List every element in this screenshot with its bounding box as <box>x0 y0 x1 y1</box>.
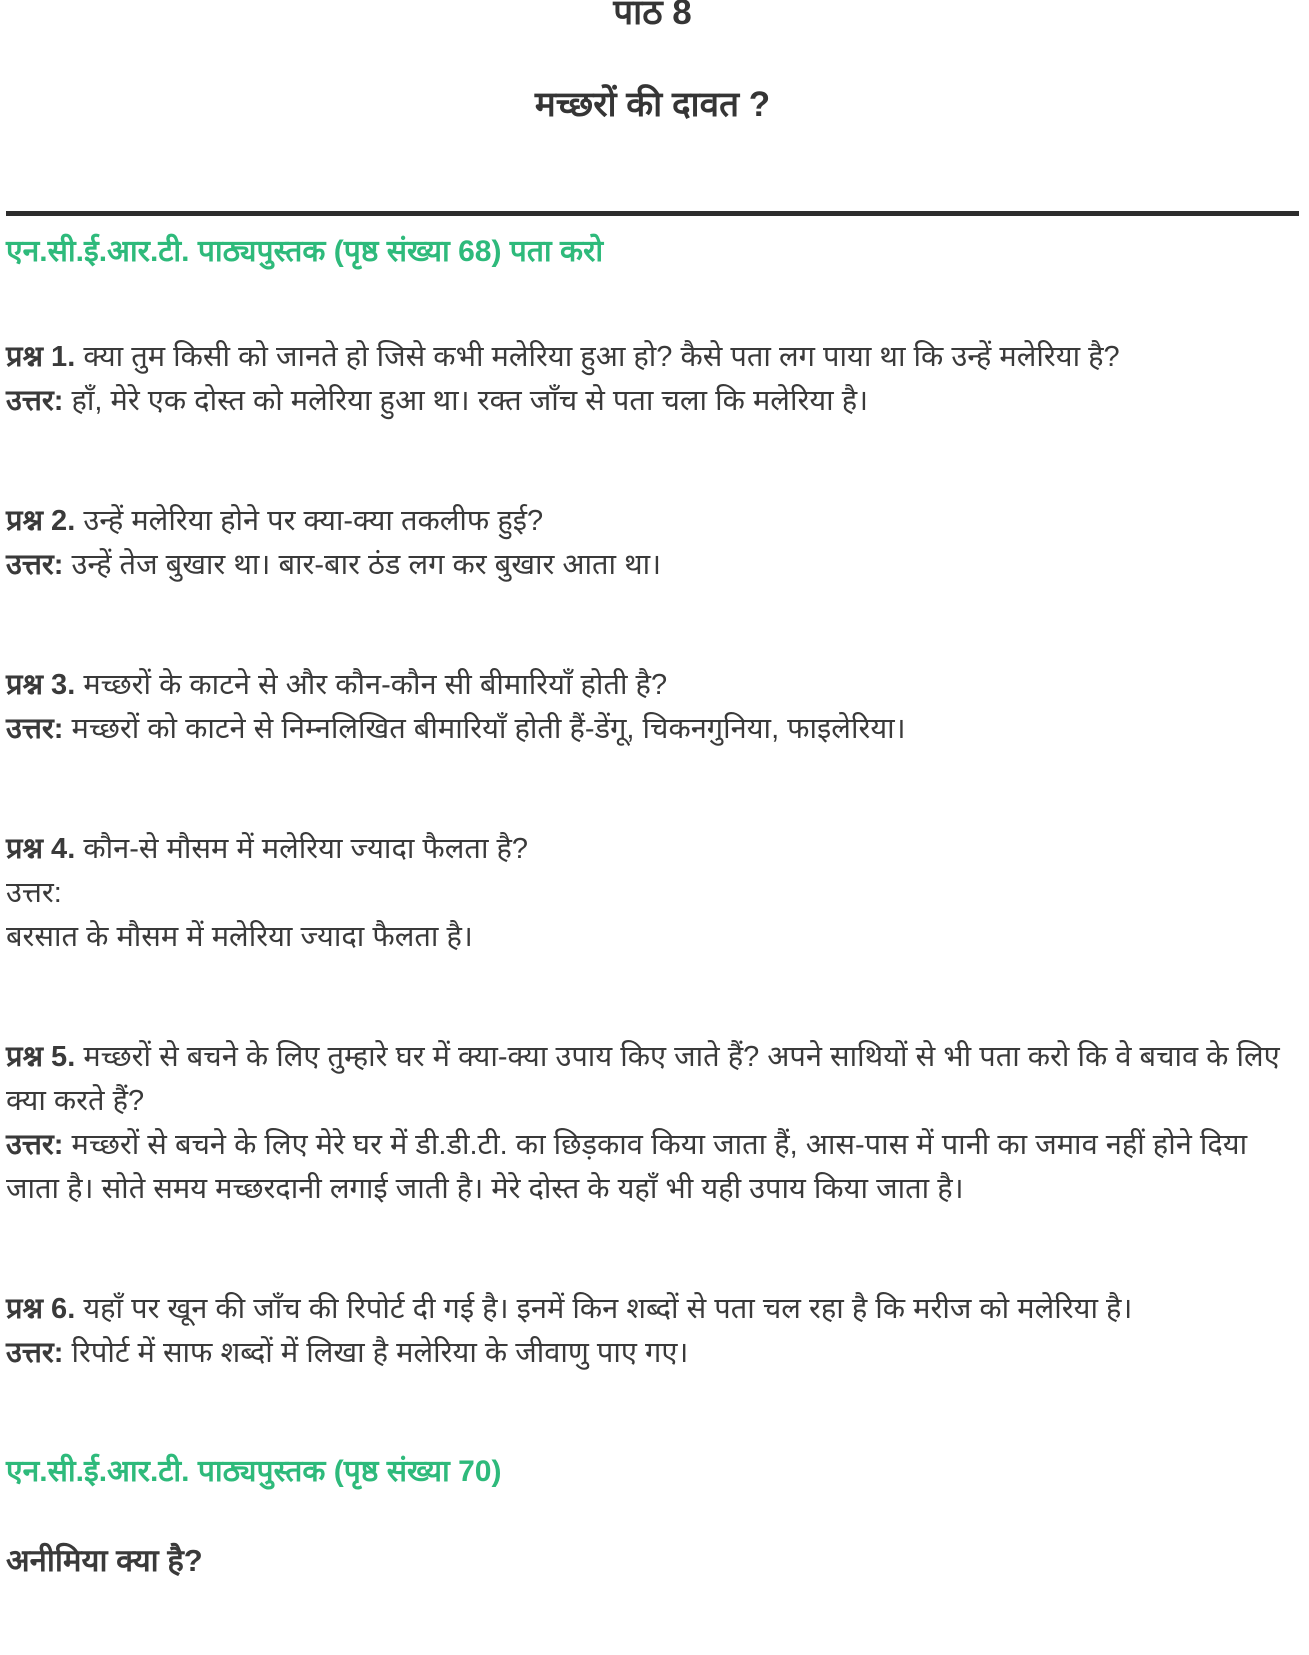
qa-list <box>6 335 1299 1375</box>
answer-label: उत्तर: <box>6 877 62 909</box>
question-label: प्रश्न 2. <box>6 505 76 537</box>
title-divider <box>6 211 1299 216</box>
question-label: प्रश्न 6. <box>6 1293 76 1325</box>
qa-block-5 <box>6 1035 1299 1211</box>
anemia-subheading: अनीमिया क्या है? <box>6 1543 203 1578</box>
qa-block-4 <box>6 827 1299 959</box>
answer-text: रिपोर्ट में साफ शब्दों में लिखा है मलेरिया के जीवाणु पाए गए। <box>71 1337 689 1369</box>
question-text: उन्हें मलेरिया होने पर क्या-क्या तकलीफ हुई? <box>83 505 544 537</box>
question-label: प्रश्न 1. <box>6 341 76 373</box>
chapter-label: पाठ 8 <box>613 0 692 32</box>
question-text: मच्छरों से बचने के लिए तुम्हारे घर में क्या-क्या उपाय किए जाते हैं? अपने साथियों से भी पता करो कि वे बचाव के लिए क्या करते हैं? <box>6 1041 1280 1117</box>
question-label: प्रश्न 5. <box>6 1041 76 1073</box>
answer-text: बरसात के मौसम में मलेरिया ज्यादा फैलता है। <box>6 921 473 953</box>
qa-block-3 <box>6 663 1299 751</box>
question-text: कौन-से मौसम में मलेरिया ज्यादा फैलता है? <box>83 833 529 865</box>
question-label: प्रश्न 4. <box>6 833 76 865</box>
question-text: मच्छरों के काटने से और कौन-कौन सी बीमारियाँ होती है? <box>83 669 668 701</box>
question-label: प्रश्न 3. <box>6 669 76 701</box>
answer-label: उत्तर: <box>6 1129 64 1161</box>
qa-block-1 <box>6 335 1299 423</box>
section-heading-page-68: एन.सी.ई.आर.टी. पाठ्यपुस्तक (पृष्ठ संख्या 68) पता करो <box>6 235 604 268</box>
answer-text: हाँ, मेरे एक दोस्त को मलेरिया हुआ था। रक्त जाँच से पता चला कि मलेरिया है। <box>71 385 869 417</box>
question-text: क्या तुम किसी को जानते हो जिसे कभी मलेरिया हुआ हो? कैसे पता लग पाया था कि उन्हें मलेरिया है? <box>83 341 1120 373</box>
answer-label: उत्तर: <box>6 549 64 581</box>
answer-label: उत्तर: <box>6 385 64 417</box>
qa-block-6 <box>6 1287 1299 1375</box>
qa-block-2 <box>6 499 1299 587</box>
page-header <box>6 0 1299 127</box>
page-title: मच्छरों की दावत ? <box>534 85 771 124</box>
answer-text: मच्छरों से बचने के लिए मेरे घर में डी.डी.टी. का छिड़काव किया जाता हैं, आस-पास में पानी का जमाव नहीं होने दिया जाता है। सोते समय मच्छरदानी लगाई जाती है। मेरे दोस्त के यहाँ भी यही उपाय किया जाता है। <box>6 1129 1248 1205</box>
question-text: यहाँ पर खून की जाँच की रिपोर्ट दी गई है। इनमें किन शब्दों से पता चल रहा है कि मरीज को मलेरिया है। <box>83 1293 1133 1325</box>
answer-text: मच्छरों को काटने से निम्नलिखित बीमारियाँ होती हैं-डेंगू, चिकनगुनिया, फाइलेरिया। <box>71 713 906 745</box>
answer-label: उत्तर: <box>6 713 64 745</box>
answer-label: उत्तर: <box>6 1337 64 1369</box>
answer-text: उन्हें तेज बुखार था। बार-बार ठंड लग कर बुखार आता था। <box>71 549 662 581</box>
section-heading-page-70: एन.सी.ई.आर.टी. पाठ्यपुस्तक (पृष्ठ संख्या 70) <box>6 1455 502 1488</box>
